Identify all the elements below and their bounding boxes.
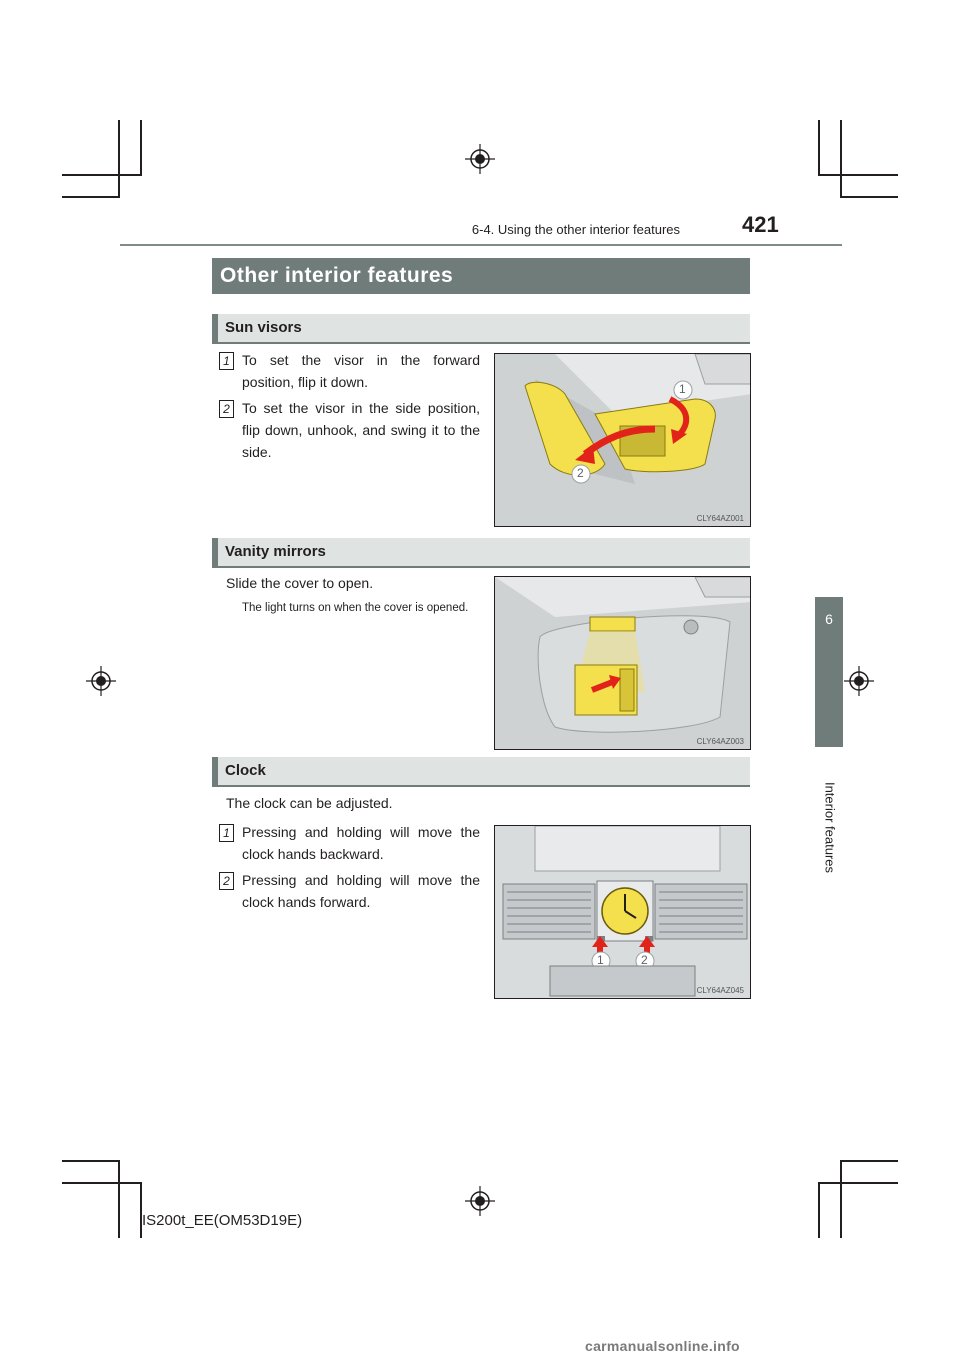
footer-model-code: IS200t_EE(OM53D19E) — [142, 1212, 303, 1229]
step-number-badge: 2 — [219, 400, 234, 418]
crop-mark — [140, 120, 142, 176]
crop-mark — [840, 196, 898, 198]
crop-mark — [62, 1160, 120, 1162]
figure-code: CLY64AZ001 — [696, 514, 744, 523]
vanity-mirror-note: The light turns on when the cover is opened. — [242, 602, 469, 614]
vanity-mirrors-heading: Vanity mirrors — [212, 538, 750, 568]
crop-mark — [118, 120, 120, 198]
crop-mark — [62, 174, 142, 176]
chapter-tab — [815, 597, 843, 747]
registration-mark-icon — [465, 144, 495, 174]
crop-mark — [62, 1182, 142, 1184]
crop-mark — [818, 120, 820, 176]
step-number-badge: 1 — [219, 824, 234, 842]
registration-mark-icon — [86, 666, 116, 696]
sun-visor-drawing — [495, 354, 751, 527]
section-title: 6-4. Using the other interior features — [471, 222, 680, 237]
crop-mark — [818, 174, 898, 176]
callout-2: 2 — [577, 466, 584, 480]
sun-visors-heading: Sun visors — [212, 314, 750, 344]
clock-drawing — [495, 826, 751, 999]
vanity-mirror-illustration — [494, 576, 751, 750]
chapter-label: Interior features — [822, 781, 838, 874]
clock-step-1-text: Pressing and holding will move the clock hands backward. — [242, 824, 480, 862]
crop-mark — [118, 1160, 120, 1238]
crop-mark — [840, 120, 842, 198]
clock-illustration — [494, 825, 751, 999]
registration-mark-icon — [844, 666, 874, 696]
vanity-mirror-text: Slide the cover to open. — [226, 575, 374, 591]
clock-step-2-text: Pressing and holding will move the clock hands forward. — [242, 872, 480, 910]
site-watermark: carmanualsonline.info — [585, 1338, 740, 1354]
sun-visor-step-1-text: To set the visor in the forward position, flip it down. — [242, 352, 480, 390]
crop-mark — [840, 1160, 898, 1162]
registration-mark-icon — [465, 1186, 495, 1216]
crop-mark — [62, 196, 120, 198]
crop-mark — [140, 1182, 142, 1238]
callout-1: 1 — [679, 382, 686, 396]
crop-mark — [818, 1182, 820, 1238]
callout-2: 2 — [641, 953, 648, 967]
clock-intro-text: The clock can be adjusted. — [226, 795, 393, 811]
header-rule — [120, 244, 842, 246]
page-number: 421 — [742, 212, 779, 237]
figure-code: CLY64AZ045 — [696, 986, 744, 995]
step-number-badge: 1 — [219, 352, 234, 370]
step-number-badge: 2 — [219, 872, 234, 890]
figure-code: CLY64AZ003 — [696, 737, 744, 746]
clock-heading: Clock — [212, 757, 750, 787]
sun-visor-step-2-text: To set the visor in the side position, flip down, unhook, and swing it to the side. — [242, 400, 480, 460]
callout-1: 1 — [597, 953, 604, 967]
vanity-mirror-drawing — [495, 577, 751, 750]
crop-mark — [840, 1160, 842, 1238]
page-title: Other interior features — [212, 258, 750, 294]
crop-mark — [818, 1182, 898, 1184]
chapter-number: 6 — [825, 611, 833, 627]
sun-visor-illustration — [494, 353, 751, 527]
